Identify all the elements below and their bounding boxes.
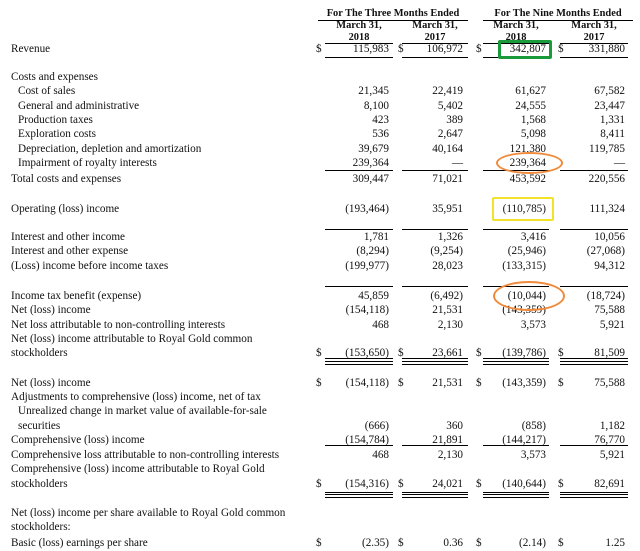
cell-value: (18,724): [586, 290, 625, 302]
cell-value: (8,294): [356, 245, 389, 257]
cell-value: 28,023: [432, 260, 463, 272]
row-label: Basic (loss) earnings per share: [11, 537, 148, 549]
currency-symbol: $: [558, 347, 564, 359]
cell-value: 220,556: [588, 173, 625, 185]
single-underline: [560, 229, 628, 230]
row-label: Comprehensive loss attributable to non-controlling interests: [11, 449, 280, 461]
double-underline: [325, 494, 393, 498]
cell-value: 21,891: [432, 434, 463, 446]
currency-symbol: $: [558, 377, 564, 389]
cell-value: 35,951: [432, 203, 463, 215]
single-underline: [325, 286, 393, 287]
cell-value: 21,531: [432, 304, 463, 316]
cell-value: 21,531: [432, 377, 463, 389]
row-label: Depreciation, depletion and amortization: [18, 143, 202, 155]
cell-value: 2,647: [437, 128, 463, 140]
cell-value: 468: [372, 319, 389, 331]
cell-value: (666): [364, 420, 389, 432]
currency-symbol: $: [558, 43, 564, 55]
single-underline: [402, 358, 468, 359]
currency-symbol: $: [476, 478, 482, 490]
cell-value: 23,447: [594, 100, 625, 112]
single-underline: [325, 170, 393, 171]
row-label: (Loss) income before income taxes: [11, 260, 169, 272]
cell-value: 331,880: [588, 43, 625, 55]
cell-value: 39,679: [358, 143, 389, 155]
cell-value: 106,972: [426, 43, 463, 55]
cell-value: 22,419: [432, 85, 463, 97]
cell-value: 1,568: [520, 114, 546, 126]
cell-value: 21,345: [358, 85, 389, 97]
cell-value: (133,315): [502, 260, 546, 272]
row-label: Operating (loss) income: [11, 203, 120, 215]
row-label: stockholders: [11, 347, 68, 359]
cell-value: 81,509: [594, 347, 625, 359]
cell-value: 23,661: [432, 347, 463, 359]
cell-value: (110,785): [502, 203, 546, 215]
cell-value: 3,416: [520, 231, 546, 243]
currency-symbol: $: [316, 537, 322, 549]
single-underline: [483, 229, 549, 230]
double-underline: [402, 494, 468, 498]
cell-value: 536: [372, 128, 389, 140]
row-label: Interest and other expense: [11, 245, 129, 257]
cell-value: (139,786): [502, 347, 546, 359]
cell-value: 71,021: [432, 173, 463, 185]
single-underline: [325, 445, 393, 446]
cell-value: 1,331: [599, 114, 625, 126]
single-underline: [560, 492, 628, 493]
row-label: Net (loss) income: [11, 377, 91, 389]
cell-value: 468: [372, 449, 389, 461]
row-label: Costs and expenses: [11, 71, 99, 83]
header-three-months: For The Three Months Ended: [318, 8, 468, 21]
cell-value: 1,182: [599, 420, 625, 432]
header-nine-months: For The Nine Months Ended: [483, 8, 633, 21]
row-label: Unrealized change in market value of available-for-sale: [18, 405, 267, 417]
currency-symbol: $: [558, 478, 564, 490]
cell-value: 67,582: [594, 85, 625, 97]
highlight-box: [492, 197, 554, 221]
cell-value: (10,044): [507, 290, 546, 302]
header-col-4-year: 2017: [583, 31, 605, 43]
highlight-box: [498, 40, 552, 59]
cell-value: (199,977): [345, 260, 389, 272]
row-label: Net (loss) income per share available to Royal Gold common: [11, 507, 286, 519]
double-underline: [483, 494, 549, 498]
cell-value: 239,364: [352, 157, 389, 169]
header-col-1-year: 2018: [348, 31, 370, 43]
header-col-2: [402, 20, 468, 44]
header-col-1: [325, 20, 393, 44]
cell-value: 75,588: [594, 377, 625, 389]
currency-symbol: $: [398, 347, 404, 359]
cell-value: 76,770: [594, 434, 625, 446]
cell-value: 0.36: [443, 537, 463, 549]
cell-value: (153,650): [345, 347, 389, 359]
cell-value: —: [451, 157, 463, 169]
currency-symbol: $: [476, 347, 482, 359]
single-underline: [402, 286, 468, 287]
cell-value: 360: [446, 420, 463, 432]
row-label: Comprehensive (loss) income: [11, 434, 145, 446]
currency-symbol: $: [476, 377, 482, 389]
double-underline: [402, 361, 468, 365]
row-label: Net loss attributable to non-controlling interests: [11, 319, 226, 331]
row-label: Production taxes: [18, 114, 93, 126]
cell-value: 111,324: [589, 203, 625, 215]
single-underline: [483, 358, 549, 359]
cell-value: (154,118): [345, 304, 389, 316]
row-label: Interest and other income: [11, 231, 126, 243]
single-underline: [402, 170, 468, 171]
cell-value: 24,021: [432, 478, 463, 490]
currency-symbol: $: [398, 478, 404, 490]
double-underline: [560, 361, 628, 365]
row-label: General and administrative: [18, 100, 140, 112]
cell-value: 5,921: [599, 319, 625, 331]
cell-value: (154,118): [345, 377, 389, 389]
row-label: Revenue: [11, 43, 51, 55]
single-underline: [325, 358, 393, 359]
cell-value: 10,056: [594, 231, 625, 243]
currency-symbol: $: [398, 377, 404, 389]
row-label: securities: [18, 420, 61, 432]
single-underline: [483, 492, 549, 493]
cell-value: (143,359): [502, 304, 546, 316]
single-underline: [560, 358, 628, 359]
row-label: Total costs and expenses: [11, 173, 122, 185]
cell-value: 309,447: [352, 173, 389, 185]
currency-symbol: $: [398, 43, 404, 55]
row-label: Adjustments to comprehensive (loss) income, net of tax: [11, 391, 261, 403]
header-col-2-date: March 31,: [412, 20, 458, 31]
currency-symbol: $: [316, 43, 322, 55]
header-col-2-year: 2017: [424, 31, 446, 43]
currency-symbol: $: [316, 347, 322, 359]
single-underline: [325, 229, 393, 230]
currency-symbol: $: [316, 478, 322, 490]
row-label: Net (loss) income attributable to Royal Gold common: [11, 333, 253, 345]
cell-value: (143,359): [502, 377, 546, 389]
cell-value: 423: [372, 114, 389, 126]
cell-value: 94,312: [594, 260, 625, 272]
cell-value: 75,588: [594, 304, 625, 316]
single-underline: [402, 492, 468, 493]
cell-value: 5,921: [599, 449, 625, 461]
currency-symbol: $: [316, 377, 322, 389]
header-col-3-year: 2018: [505, 31, 527, 43]
currency-symbol: $: [476, 537, 482, 549]
single-underline: [560, 57, 628, 58]
double-underline: [483, 361, 549, 365]
cell-value: 239,364: [509, 157, 546, 169]
cell-value: (2.14): [518, 537, 546, 549]
highlight-ellipse: [496, 152, 563, 174]
row-label: Net (loss) income: [11, 304, 91, 316]
cell-value: (2.35): [361, 537, 389, 549]
cell-value: 8,411: [600, 128, 625, 140]
cell-value: (858): [521, 420, 546, 432]
cell-value: 24,555: [515, 100, 546, 112]
highlight-ellipse: [493, 281, 565, 311]
header-col-3-date: March 31,: [493, 20, 539, 31]
cell-value: (154,784): [345, 434, 389, 446]
single-underline: [560, 286, 628, 287]
row-label: Comprehensive (loss) income attributable to Royal Gold: [11, 463, 265, 475]
row-label: Impairment of royalty interests: [18, 157, 157, 169]
cell-value: 45,859: [358, 290, 389, 302]
cell-value: 5,098: [520, 128, 546, 140]
row-label: stockholders:: [11, 521, 71, 533]
cell-value: (140,644): [502, 478, 546, 490]
cell-value: (6,492): [430, 290, 463, 302]
single-underline: [402, 57, 468, 58]
cell-value: 1,781: [363, 231, 389, 243]
cell-value: 40,164: [432, 143, 463, 155]
double-underline: [325, 361, 393, 365]
cell-value: 1,326: [437, 231, 463, 243]
cell-value: 3,573: [520, 449, 546, 461]
cell-value: 453,592: [509, 173, 546, 185]
header-col-4: [560, 20, 628, 44]
row-label: stockholders: [11, 478, 68, 490]
single-underline: [402, 445, 468, 446]
cell-value: (154,316): [345, 478, 389, 490]
currency-symbol: $: [558, 537, 564, 549]
cell-value: 389: [446, 114, 463, 126]
cell-value: 61,627: [515, 85, 546, 97]
single-underline: [325, 57, 393, 58]
cell-value: 1.25: [605, 537, 625, 549]
single-underline: [560, 170, 628, 171]
cell-value: 342,807: [509, 43, 546, 55]
cell-value: 2,130: [437, 449, 463, 461]
row-label: Income tax benefit (expense): [11, 290, 142, 302]
cell-value: 119,785: [589, 143, 625, 155]
cell-value: (193,464): [345, 203, 389, 215]
currency-symbol: $: [398, 537, 404, 549]
row-label: Exploration costs: [18, 128, 96, 140]
header-col-1-date: March 31,: [336, 20, 382, 31]
single-underline: [325, 492, 393, 493]
single-underline: [402, 229, 468, 230]
row-label: Cost of sales: [18, 85, 76, 97]
cell-value: (25,946): [507, 245, 546, 257]
double-underline: [560, 494, 628, 498]
currency-symbol: $: [476, 43, 482, 55]
cell-value: 8,100: [363, 100, 389, 112]
single-underline: [560, 445, 628, 446]
cell-value: 2,130: [437, 319, 463, 331]
cell-value: (9,254): [430, 245, 463, 257]
header-col-4-date: March 31,: [571, 20, 617, 31]
cell-value: 3,573: [520, 319, 546, 331]
cell-value: 82,691: [594, 478, 625, 490]
cell-value: 5,402: [437, 100, 463, 112]
cell-value: (27,068): [586, 245, 625, 257]
cell-value: 121,380: [509, 143, 546, 155]
cell-value: 115,983: [353, 43, 389, 55]
single-underline: [483, 445, 549, 446]
cell-value: —: [613, 157, 625, 169]
cell-value: (144,217): [502, 434, 546, 446]
